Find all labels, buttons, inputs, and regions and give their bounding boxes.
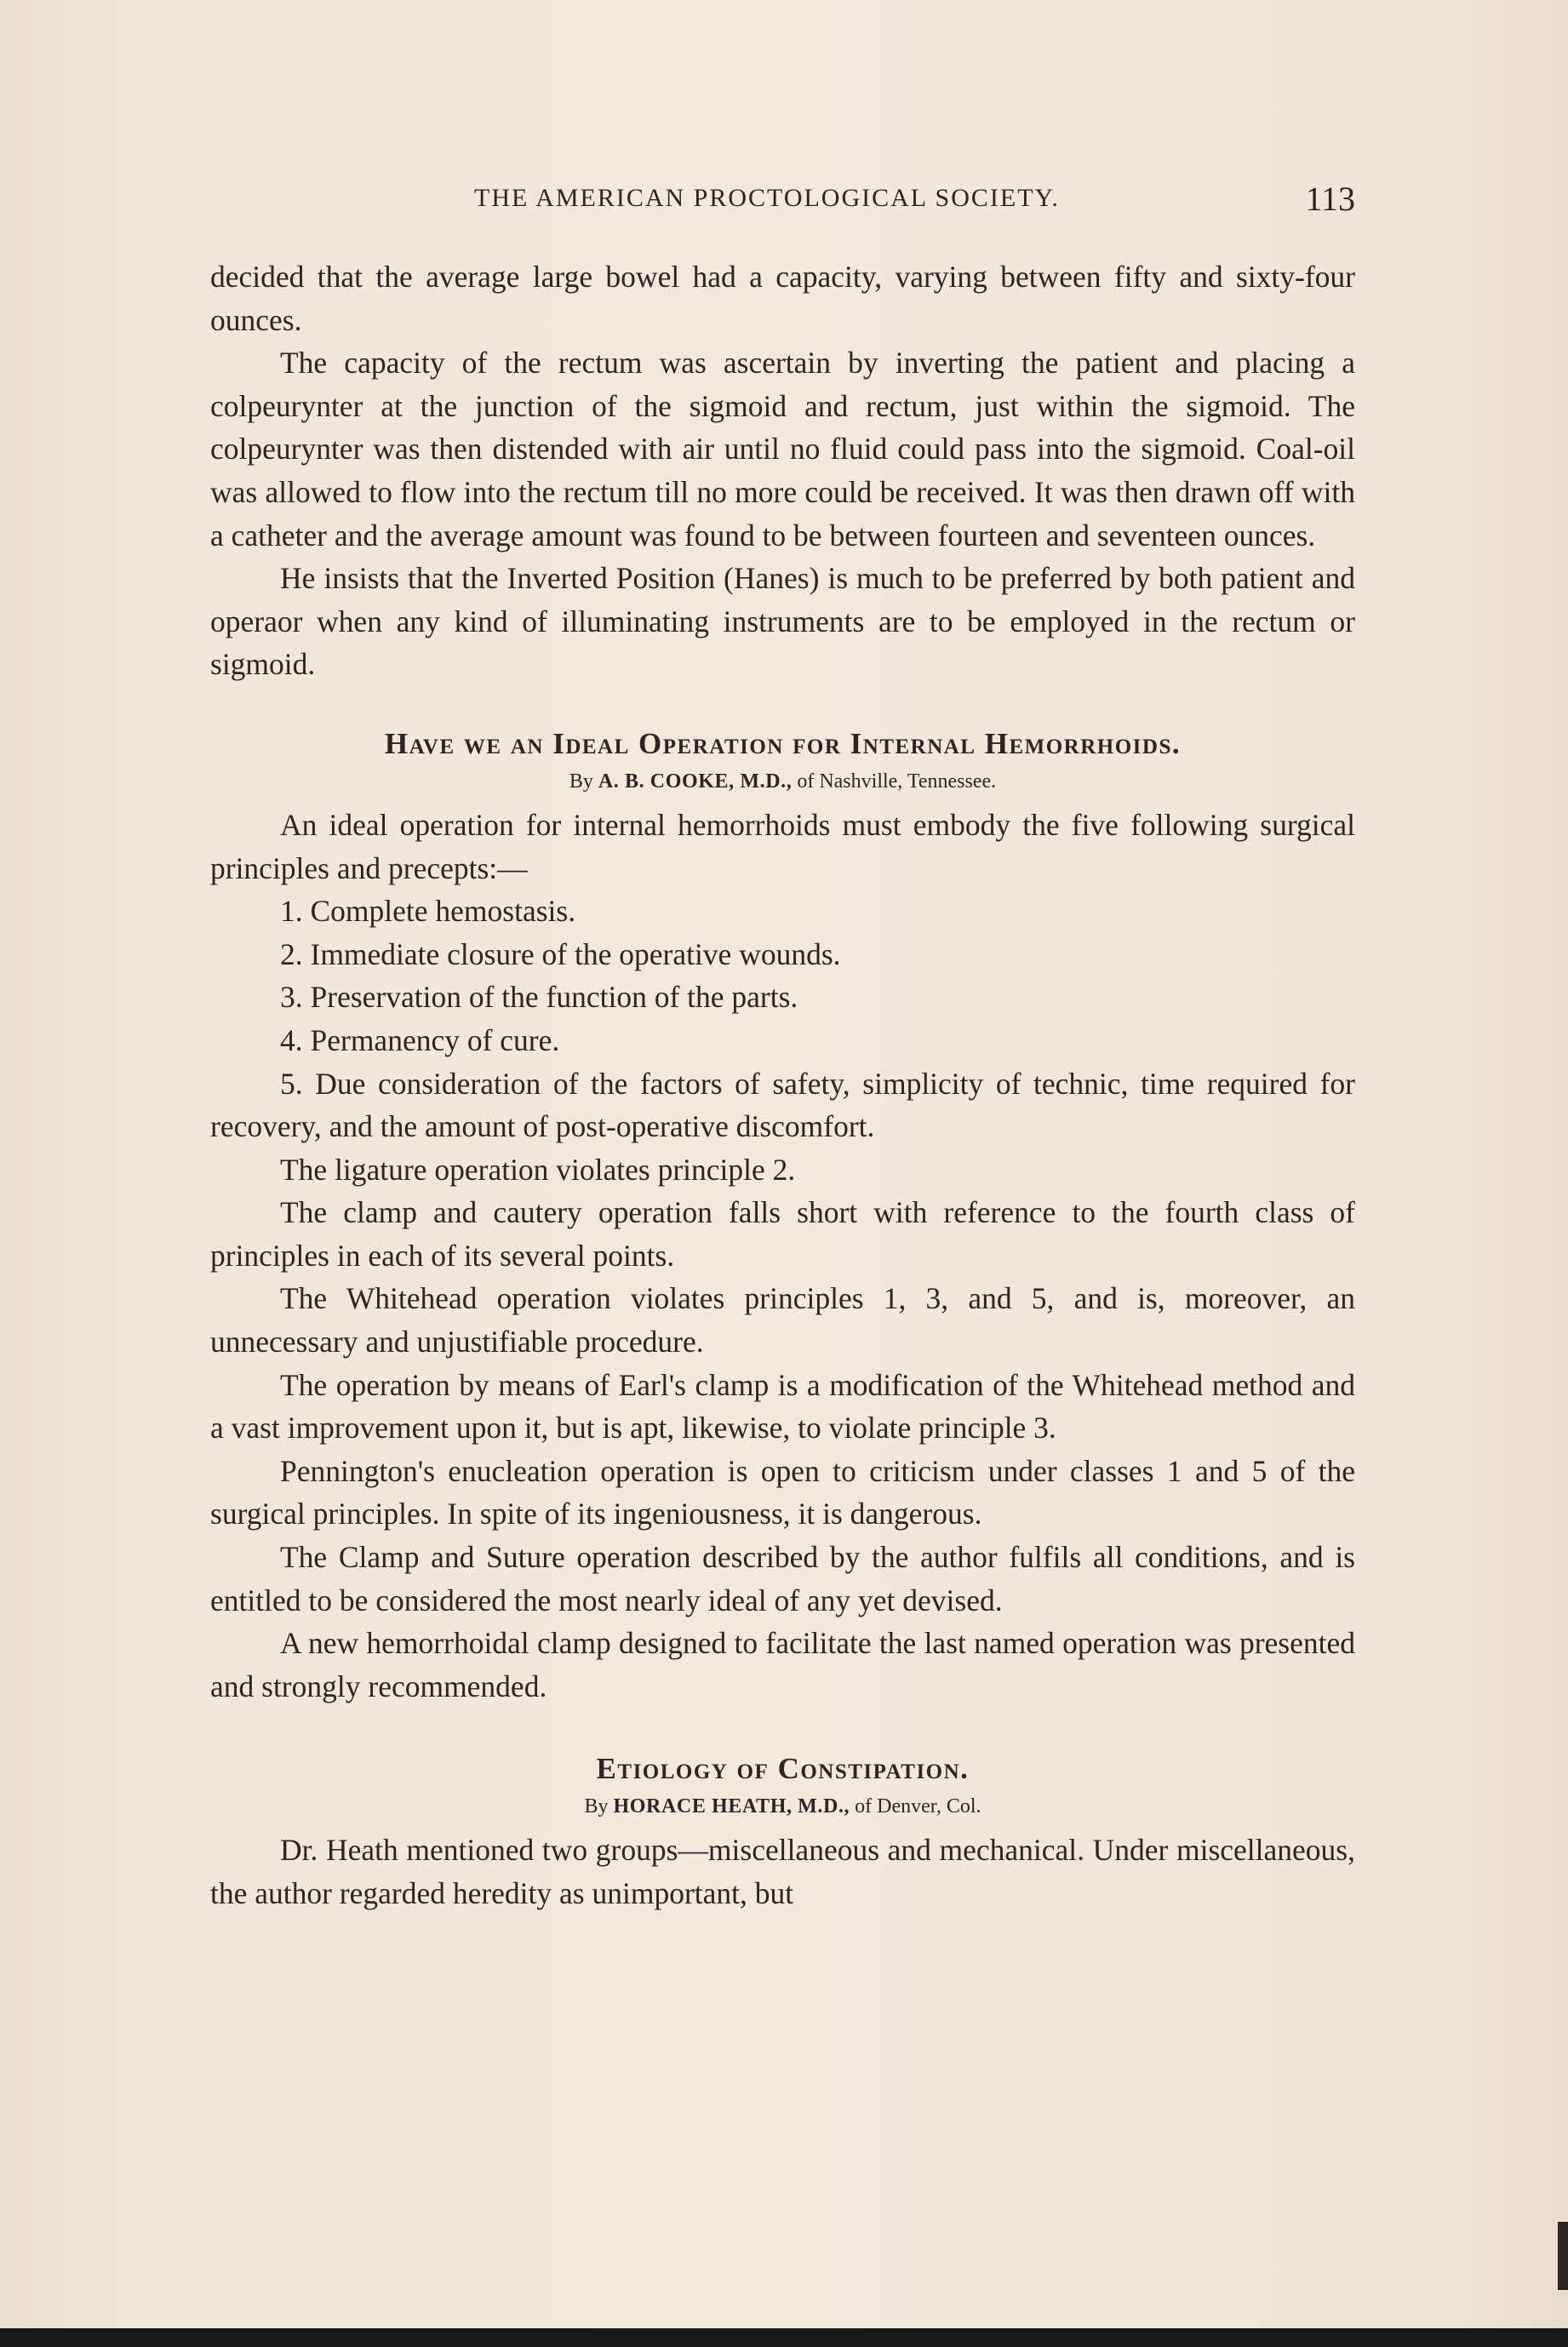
page-body [210,255,1355,1915]
section-title-hemorrhoids: Have we an Ideal Operation for Internal Hemorrhoids. [384,726,1182,760]
section1-paragraph: The Clamp and Suture operation described by the author fulfils all conditions, and is entitled to be considered the most nearly ideal of any yet devised. [210,1540,1355,1617]
byline-heath [210,1789,1355,1823]
page-number: 113 [1305,180,1355,218]
section1-paragraph: The clamp and cautery operation falls short with reference to the fourth class of principles in each of its several points. [210,1195,1355,1273]
section1-paragraph: The ligature operation violates principle 2. [280,1152,796,1187]
scan-bottom-edge [0,2328,1568,2347]
principle-5: 5. Due consideration of the factors of safety, simplicity of technic, time required for recovery, and the amount of post-operative discomfort. [210,1066,1355,1144]
section1-paragraph: Pennington's enucleation operation is open to criticism under classes 1 and 5 of the surgical principles. In spite of its ingeniousness, it is dangerous. [210,1453,1355,1531]
byline-prefix: By [584,1795,609,1818]
intro-paragraph-3: He insists that the Inverted Position (Hanes) is much to be preferred by both patient and operaor when any kind of illuminating instruments are to be employed in the rectum or sigmoid. [210,561,1355,682]
scan-edge-mark [1558,2222,1568,2290]
byline-cooke [210,764,1355,799]
section1-paragraph: The Whitehead operation violates principles 1, 3, and 5, and is, moreover, an unnecessary and unjustifiable procedure. [210,1281,1355,1360]
section2-paragraph-1: Dr. Heath mentioned two groups—miscellaneous and mechanical. Under miscellaneous, the author regarded heredity as unimportant, but [210,1833,1355,1910]
section1-lead: An ideal operation for internal hemorrhoids must embody the five following surgical principles and precepts:— [210,807,1355,885]
section-title-constipation: Etiology of Constipation. [596,1752,970,1786]
principle-4: 4. Permanency of cure. [280,1022,560,1057]
intro-paragraph-1: decided that the average large bowel had a capacity, varying between fifty and sixty-four ounces. [210,260,1355,337]
principle-1: 1. Complete hemostasis. [280,894,576,929]
byline-author: HORACE HEATH, M.D., [613,1795,850,1818]
section1-paragraph: A new hemorrhoidal clamp designed to facilitate the last named operation was presented and strongly recommended. [210,1626,1355,1703]
running-head [210,175,1355,226]
byline-location: of Nashville, Tennessee. [797,770,997,793]
byline-prefix: By [569,770,593,793]
byline-author: A. B. COOKE, M.D., [598,770,793,793]
section1-paragraph: The operation by means of Earl's clamp is a modification of the Whitehead method and a vast improvement upon it, but is apt, likewise, to violate principle 3. [210,1367,1355,1445]
intro-paragraph-2: The capacity of the rectum was ascertain by inverting the patient and placing a colpeurynter at the junction of the sigmoid and rectum, just within the sigmoid. The colpeurynter was then distended with air until no fluid could pass into the sigmoid. Coal-oil was allowed to flow into the rectum till no more could be received. It was then drawn off with a catheter and the average amount was found to be between fourteen and seventeen ounces. [210,346,1355,552]
principle-2: 2. Immediate closure of the operative wounds. [280,936,841,971]
principle-3: 3. Preservation of the function of the parts. [280,980,798,1015]
running-title: THE AMERICAN PROCTOLOGICAL SOCIETY. [474,184,1060,212]
byline-location: of Denver, Col. [855,1795,981,1818]
